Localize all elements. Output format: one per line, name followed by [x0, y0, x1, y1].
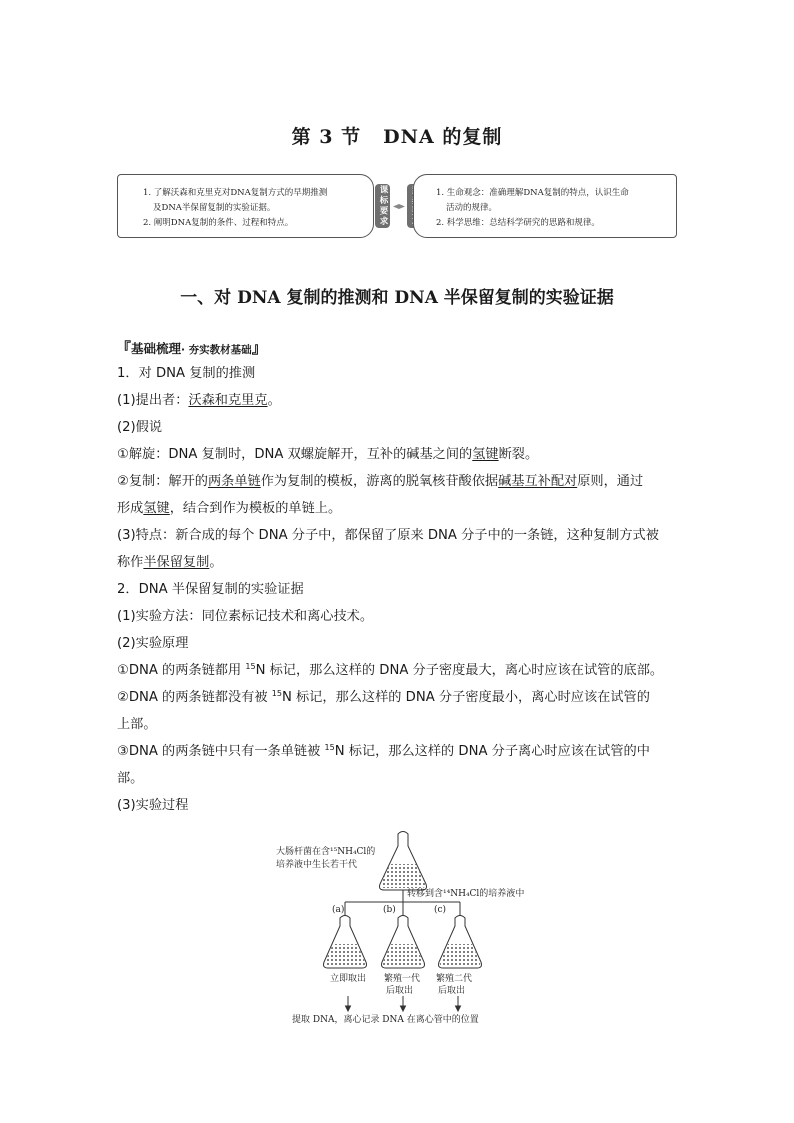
basics-label — [116, 337, 267, 358]
section-heading: 一、对 DNA 复制的推测和 DNA 半保留复制的实验证据 — [180, 288, 614, 308]
para-12: ①DNA 的两条链都用 $^{15}$N 标记，那么这样的 DNA 分子密度最大，离心时应该在试管的底部。 — [117, 662, 664, 678]
course-req-line-1: 1. 了解沃森和克里克对DNA复制方式的早期推测 — [143, 188, 328, 198]
para-3: (2)假说 — [117, 420, 163, 435]
caption-c-2: 后取出 — [438, 986, 466, 996]
para-14: 上部。 — [117, 717, 157, 732]
diagram-bottom-label: 提取 DNA，离心记录 DNA 在离心管中的位置 — [292, 1015, 479, 1025]
connector-icon — [393, 204, 405, 209]
caption-c-1: 繁殖二代 — [436, 974, 473, 984]
caption-b-2: 后取出 — [386, 986, 414, 996]
caption-b-1: 繁殖一代 — [384, 974, 421, 984]
para-15: ③DNA 的两条链中只有一条单链被 $^{15}$N 标记，那么这样的 DNA 分子离心时应该在试管的中 — [117, 743, 650, 759]
para-8: 称作半保留复制。 — [117, 555, 223, 570]
para-13: ②DNA 的两条链都没有被 $^{15}$N 标记，那么这样的 DNA 分子密度最小，离心时应该在试管的 — [117, 689, 650, 705]
para-2: (1)提出者：沃森和克里克。 — [117, 393, 281, 408]
para-1: 1．对 DNA 复制的推测 — [117, 366, 256, 381]
diagram-top-label-1: 大肠杆菌在含¹⁵NH₄Cl的 — [276, 847, 376, 857]
section-topic: DNA 的复制 — [383, 126, 503, 148]
para-10: (1)实验方法：同位素标记技术和离心技术。 — [117, 609, 374, 624]
para-4: ①解旋：DNA 复制时，DNA 双螺旋解开，互补的碱基之间的氢键断裂。 — [117, 447, 539, 462]
branch-b-label: (b) — [383, 905, 396, 915]
branch-c-label: (c) — [434, 905, 447, 915]
course-requirements-panel — [117, 174, 374, 238]
literacy-requirements-panel — [413, 174, 677, 238]
flask-c-icon — [439, 916, 482, 969]
course-req-line-2: 及DNA半保留复制的实验证据。 — [153, 203, 276, 213]
flask-a-icon — [324, 916, 367, 969]
para-11: (2)实验原理 — [117, 636, 189, 651]
experiment-diagram — [270, 826, 530, 1026]
diagram-transfer-label: 转移到含¹⁴NH₄Cl的培养液中 — [407, 889, 525, 899]
course-requirements-tag: 课标要求 — [375, 184, 390, 228]
flask-source-icon — [380, 832, 427, 891]
requirements-box — [117, 174, 677, 238]
para-9: 2．DNA 半保留复制的实验证据 — [117, 582, 304, 597]
para-17: (3)实验过程 — [117, 798, 189, 813]
branch-a-label: (a) — [332, 905, 345, 915]
section-number: 第 3 节 — [291, 126, 362, 148]
flask-b-icon — [382, 916, 425, 969]
para-5: ②复制：解开的两条单链作为复制的模板，游离的脱氧核苷酸依据碱基互补配对原则，通过 — [117, 474, 644, 489]
page-title — [0, 122, 794, 149]
caption-a: 立即取出 — [330, 974, 367, 984]
basics-subtitle: · 夯实教材基础 — [181, 344, 252, 356]
diagram-top-label-2: 培养液中生长若干代 — [276, 860, 358, 870]
literacy-req-line-2: 活动的规律。 — [446, 203, 498, 213]
para-7: (3)特点：新合成的每个 DNA 分子中，都保留了原来 DNA 分子中的一条链，这种复制方式被 — [117, 528, 659, 543]
left-bracket-icon: 『 — [116, 339, 132, 357]
right-bracket-icon: 』 — [251, 339, 267, 357]
para-16: 部。 — [117, 771, 144, 786]
basics-title: 基础梳理 — [131, 341, 182, 356]
course-req-line-3: 2. 阐明DNA复制的条件、过程和特点。 — [143, 218, 294, 228]
para-6: 形成氢键，结合到作为模板的单链上。 — [117, 501, 342, 516]
down-arrow-icons — [346, 996, 461, 1011]
literacy-req-line-1: 1. 生命观念：准确理解DNA复制的特点，认识生命 — [436, 188, 629, 198]
literacy-req-line-3: 2. 科学思维：总结科学研究的思路和规律。 — [436, 218, 600, 228]
